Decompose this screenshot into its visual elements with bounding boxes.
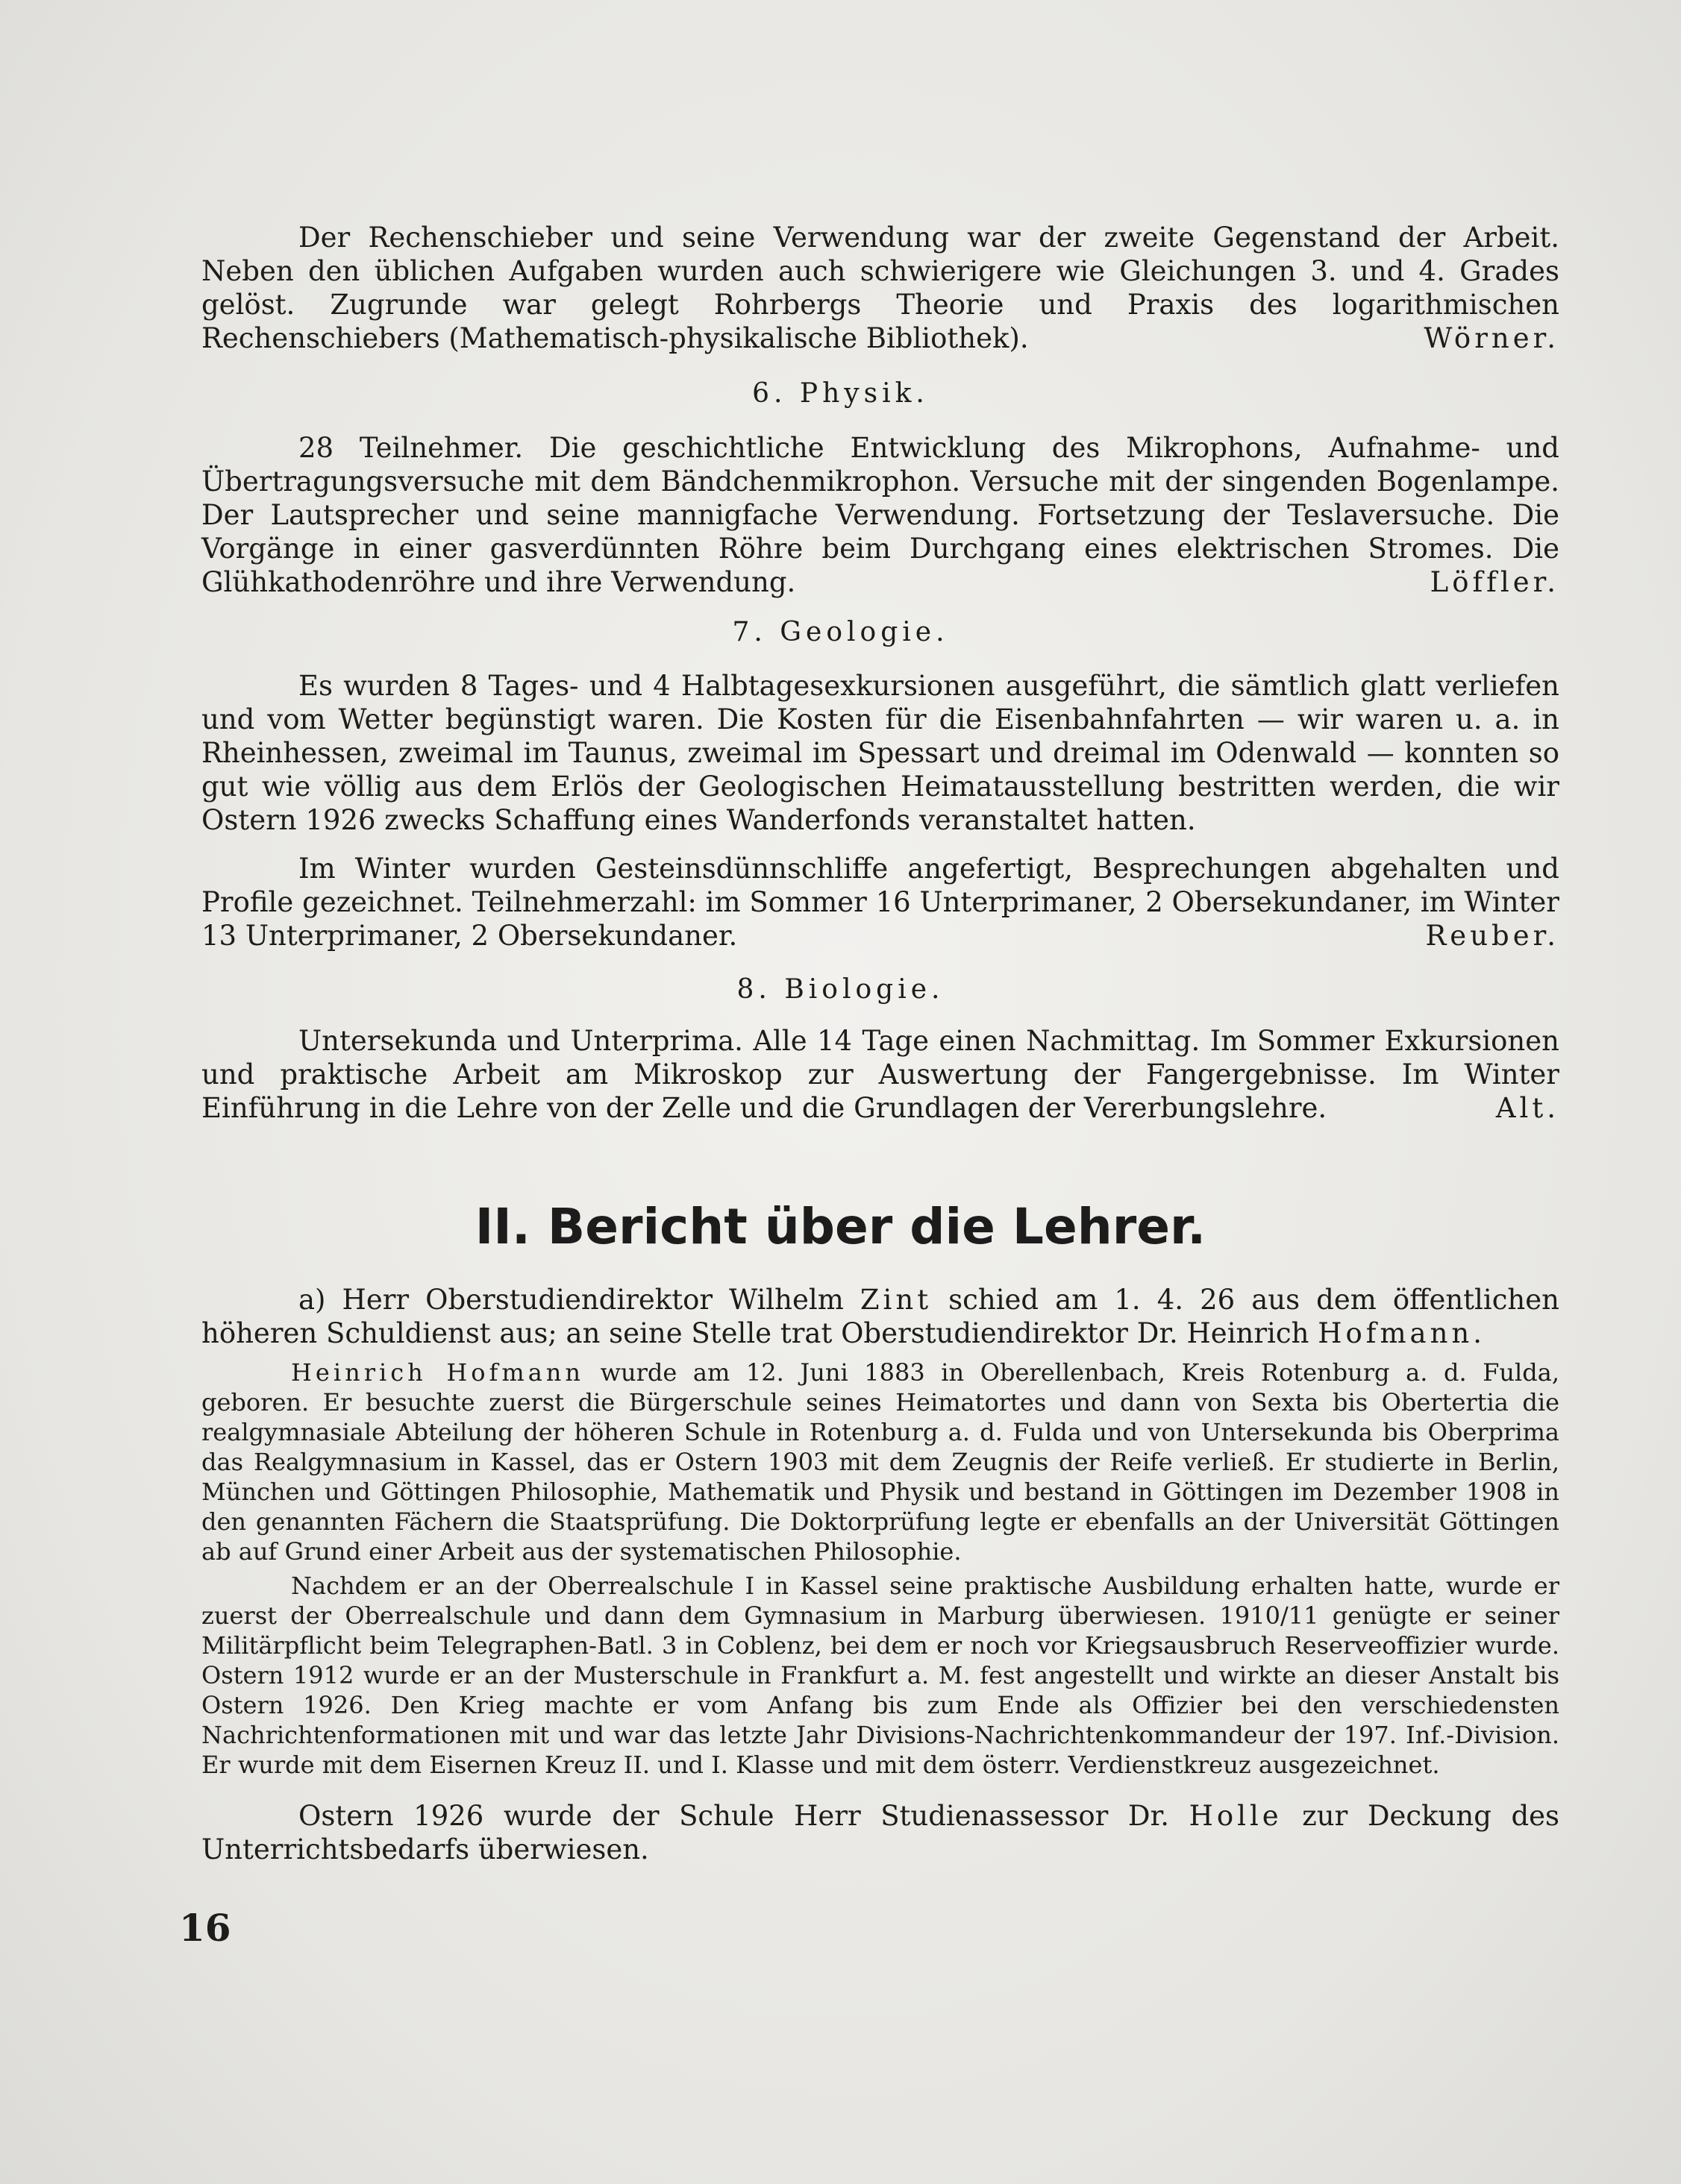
- bericht-section: [201, 1283, 1559, 1866]
- geologie-paragraph-1: Es wurden 8 Tages- und 4 Halbtagesexkursionen ausgeführt, die sämtlich glatt verliefen und vom Wetter begünstigt waren. Die Kosten für die Eisenbahnfahrten — wir waren u. a. in Rheinhessen, zweimal im Taunus, zweimal im Spessart und dreimal im Odenwald — konnten so gut wie völlig aus dem Erlös der Geologischen Heimatausstellung bestritten werden, die wir Ostern 1926 zwecks Schaffung eines Wanderfonds veranstaltet hatten.: [201, 670, 1559, 836]
- geologie-section: [201, 669, 1559, 953]
- closing-paragraph: [201, 1799, 1559, 1866]
- geologie-heading: 7. Geologie.: [732, 617, 949, 647]
- biologie-text: Untersekunda und Unterprima. Alle 14 Tage einen Nachmittag. Im Sommer Exkursionen und praktische Arbeit am Mikroskop zur Auswertung der Fangergebnisse. Im Winter Einführung in die Lehre von der Zelle und die Grundlagen der Vererbungslehre.: [201, 1025, 1559, 1124]
- physik-signature: Löffler.: [1430, 566, 1559, 598]
- intro-name-zint: Zint: [860, 1284, 933, 1316]
- biologie-section: [201, 1024, 1559, 1125]
- biologie-heading: 8. Biologie.: [736, 974, 945, 1005]
- rechenschieber-section: [201, 221, 1559, 355]
- rechenschieber-signature: Wörner.: [1424, 322, 1559, 354]
- biologie-paragraph: [201, 1024, 1559, 1125]
- rechenschieber-text: Der Rechenschieber und seine Verwendung war der zweite Gegenstand der Arbeit. Neben den üblichen Aufgaben wurden auch schwierigere wie Gleichungen 3. und 4. Grades gelöst. Zugrunde war gelegt Rohrbergs Theorie und Praxis des logarithmischen Rechenschiebers (Mathematisch-physikalische Bibliothek).: [201, 222, 1559, 354]
- section-title: II. Bericht über die Lehrer.: [475, 1198, 1206, 1255]
- bio-paragraph-2: Nachdem er an der Oberrealschule I in Kassel seine praktische Ausbildung erhalten hatte, wurde er zuerst der Oberrealschule und dann dem Gymnasium in Marburg überwiesen. 1910/11 genügte er seiner Militärpflicht beim Telegraphen-Batl. 3 in Coblenz, bei dem er noch vor Kriegsausbruch Reserveoffizier wurde. Ostern 1912 wurde er an der Musterschule in Frankfurt a. M. fest angestellt und wirkte an dieser Anstalt bis Ostern 1926. Den Krieg machte er vom Anfang bis zum Ende als Offizier bei den verschiedensten Nachrichtenformationen mit und war das letzte Jahr Divisions-Nachrichtenkommandeur der 197. Inf.-Division. Er wurde mit dem Eisernen Kreuz II. und I. Klasse und mit dem österr. Verdienstkreuz ausgezeichnet.: [201, 1572, 1559, 1779]
- physik-heading: 6. Physik.: [752, 378, 929, 409]
- closing-prefix: Ostern 1926 wurde der Schule Herr Studienassessor Dr.: [298, 1800, 1169, 1832]
- bio-paragraph-1: [201, 1358, 1559, 1566]
- physik-text: 28 Teilnehmer. Die geschichtliche Entwicklung des Mikrophons, Aufnahme- und Übertragungsversuche mit dem Bändchenmikrophon. Versuche mit der singenden Bogenlampe. Der Lautsprecher und seine mannigfache Verwendung. Fortsetzung der Teslaversuche. Die Vorgänge in einer gasverdünnten Röhre beim Durchgang eines elektrischen Stromes. Die Glühkathodenröhre und ihre Verwendung.: [201, 432, 1559, 598]
- bio-text-1: wurde am 12. Juni 1883 in Oberellenbach, Kreis Rotenburg a. d. Fulda, geboren. Er besuchte zuerst die Bürgerschule seines Heimatortes und dann von Sexta bis Obertertia die realgymnasiale Abteilung der höheren Schule in Rotenburg a. d. Fulda und von Untersekunda bis Oberprima das Realgymnasium in Kassel, das er Ostern 1903 mit dem Zeugnis der Reife verließ. Er studierte in Berlin, München und Göttingen Philosophie, Mathematik und Physik und bestand in Göttingen im Dezember 1908 in den genannten Fächern die Staatsprüfung. Die Doktorprüfung legte er ebenfalls an der Universität Göttingen ab auf Grund einer Arbeit aus der systematischen Philosophie.: [201, 1358, 1560, 1566]
- closing-name-holle: Holle: [1189, 1800, 1283, 1832]
- physik-paragraph: [201, 431, 1559, 599]
- closing-suffix: zur Deckung des Unterrichtsbedarfs überwiesen.: [201, 1800, 1560, 1866]
- bericht-intro: [201, 1283, 1559, 1350]
- biologie-signature: Alt.: [1495, 1092, 1559, 1124]
- intro-middle: schied am 1. 4. 26 aus dem öffentlichen höheren Schuldienst aus; an seine Stelle trat Oberstudiendirektor Dr. Heinrich: [201, 1284, 1559, 1349]
- physik-section: [201, 431, 1559, 599]
- intro-prefix: a) Herr Oberstudiendirektor Wilhelm: [298, 1284, 844, 1316]
- geologie-paragraph-2: [201, 852, 1559, 953]
- bio-name: Heinrich Hofmann: [291, 1358, 584, 1387]
- rechenschieber-paragraph: [201, 221, 1559, 355]
- geologie-text-2: Im Winter wurden Gesteinsdünnschliffe angefertigt, Besprechungen abgehalten und Profile gezeichnet. Teilnehmerzahl: im Sommer 16 Unterprimaner, 2 Obersekundaner, im Winter 13 Unterprimaner, 2 Obersekundaner.: [201, 853, 1559, 952]
- intro-name-hofmann: Hofmann.: [1318, 1317, 1486, 1349]
- page-number: 16: [179, 1906, 231, 1950]
- geologie-signature: Reuber.: [1425, 920, 1559, 952]
